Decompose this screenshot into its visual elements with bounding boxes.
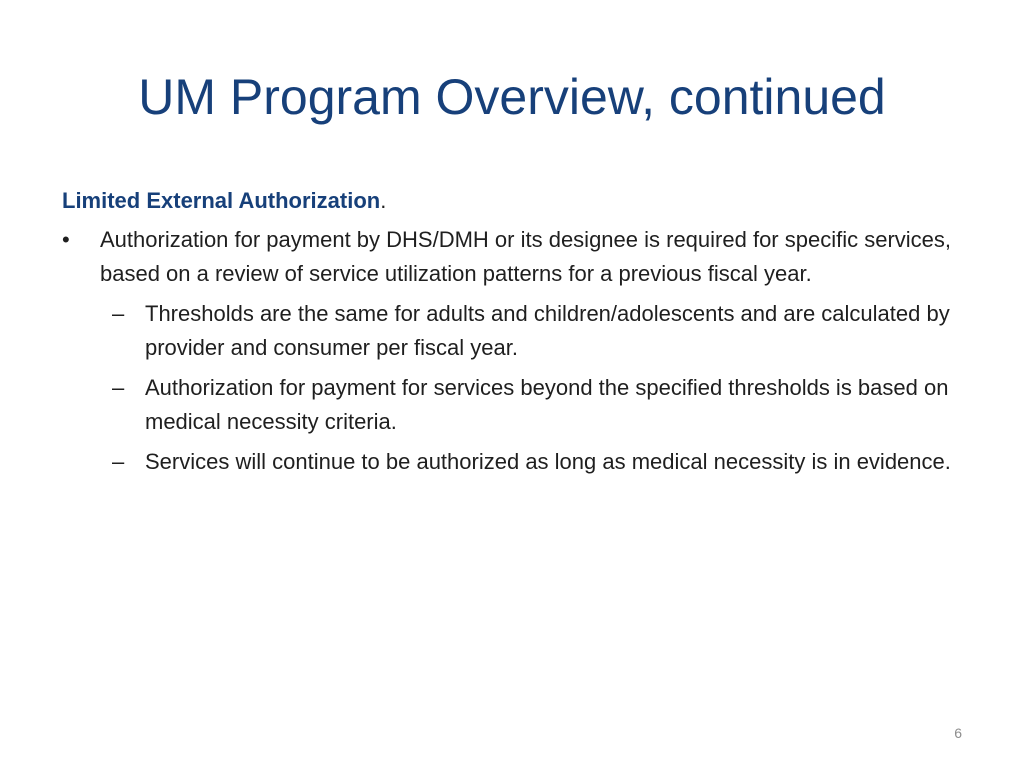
- section-heading: [62, 184, 954, 218]
- subbullet-text: Services will continue to be authorized as long as medical necessity is in evidence.: [145, 449, 951, 474]
- dash-marker: –: [112, 301, 125, 326]
- dash-marker: –: [112, 375, 125, 400]
- bullet-dot: •: [62, 227, 70, 252]
- subbullet-text: Thresholds are the same for adults and children/adolescents and are calculated by provider and consumer per fiscal year.: [145, 301, 950, 360]
- page-number: 6: [954, 725, 962, 741]
- subbullet-item: [112, 371, 954, 439]
- section-heading-text: Limited External Authorization: [62, 188, 381, 213]
- subbullet-item: [112, 445, 954, 479]
- section-heading-period: .: [380, 188, 387, 213]
- subbullet-list: [62, 297, 954, 479]
- subbullet-text: Authorization for payment for services beyond the specified thresholds is based on medical necessity criteria.: [145, 375, 949, 434]
- subbullet-item: [112, 297, 954, 365]
- bullet-item: [62, 223, 954, 291]
- slide-content: [62, 184, 954, 485]
- bullet-text: Authorization for payment by DHS/DMH or its designee is required for specific services, based on a review of service utilization patterns for a previous fiscal year.: [100, 227, 952, 286]
- dash-marker: –: [112, 449, 125, 474]
- slide-title: UM Program Overview, continued: [138, 69, 886, 125]
